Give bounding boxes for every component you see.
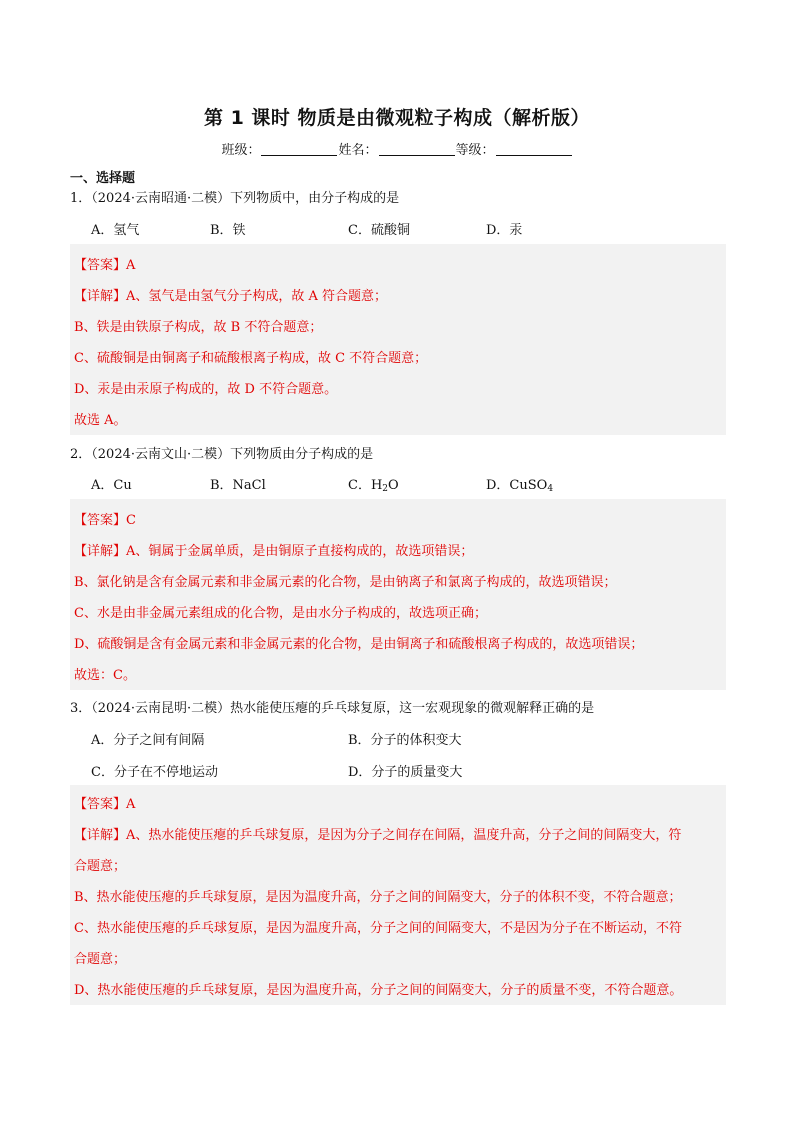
student-info-line <box>0 139 794 158</box>
question-3-stem: 3．（2024·云南昆明·二模）热水能使压瘪的乒乓球复原，这一宏观现象的微观解释正确的是 <box>70 701 595 716</box>
question-2-option-b: B．NaCl <box>210 478 266 493</box>
question-2-option-c: C．$H_2O$ <box>348 478 399 494</box>
question-2-analysis-line: 故选：C。 <box>74 668 136 683</box>
question-1-option-c: C．硫酸铜 <box>348 223 410 238</box>
question-1-option-b: B．铁 <box>210 223 246 238</box>
question-2-analysis-line: C、水是由非金属元素组成的化合物，是由水分子构成的，故选项正确； <box>74 606 487 621</box>
question-2-analysis-line: 【详解】A、铜属于金属单质，是由铜原子直接构成的，故选项错误； <box>74 544 474 559</box>
question-3-analysis-line: C、热水能使压瘪的乒乓球复原，是因为温度升高，分子之间的间隔变大，不是因为分子在不断运动，不符 <box>74 921 682 936</box>
question-3-option-c: C．分子在不停地运动 <box>91 765 218 780</box>
question-1-analysis-line: 故选 A。 <box>74 413 127 428</box>
question-3-analysis-line: 【详解】A、热水能使压瘪的乒乓球复原，是因为分子之间存在间隔，温度升高，分子之间的间隔变大，符 <box>74 828 682 843</box>
class-label: 班级： <box>221 143 261 158</box>
question-3-analysis-line: B、热水能使压瘪的乒乓球复原，是因为温度升高，分子之间的间隔变大，分子的体积不变，不符合题意； <box>74 890 682 905</box>
question-2-analysis-line: D、硫酸铜是含有金属元素和非金属元素的化合物，是由铜离子和硫酸根离子构成的，故选项错误； <box>74 637 644 652</box>
question-1-option-a: A．氢气 <box>91 223 140 238</box>
question-1-option-d: D．汞 <box>486 223 523 238</box>
question-3-analysis-line: D、热水能使压瘪的乒乓球复原，是因为温度升高，分子之间的间隔变大，分子的质量不变，不符合题意。 <box>74 983 683 998</box>
class-blank[interactable] <box>261 143 337 156</box>
section-heading: 一、选择题 <box>70 171 136 186</box>
question-2-stem: 2．（2024·云南文山·二模）下列物质由分子构成的是 <box>70 447 374 462</box>
question-2-answer: 【答案】C <box>74 513 136 528</box>
question-1-answer: 【答案】A <box>74 258 136 273</box>
question-2-analysis-line: B、氯化钠是含有金属元素和非金属元素的化合物，是由钠离子和氯离子构成的，故选项错误； <box>74 575 617 590</box>
question-1-analysis-line: B、铁是由铁原子构成，故 B 不符合题意； <box>74 320 323 335</box>
question-3-answer-box <box>70 785 726 1005</box>
grade-label: 等级： <box>455 143 495 158</box>
name-blank[interactable] <box>379 143 455 156</box>
question-3-option-d: D．分子的质量变大 <box>348 765 463 780</box>
question-1-analysis-line: C、硫酸铜是由铜离子和硫酸根离子构成，故 C 不符合题意； <box>74 351 428 366</box>
question-3-answer: 【答案】A <box>74 797 136 812</box>
question-3-analysis-line: 合题意； <box>74 859 127 874</box>
question-1-answer-box <box>70 244 726 435</box>
question-2-answer-box <box>70 499 726 690</box>
question-1-analysis-line: 【详解】A、氢气是由氢气分子构成，故 A 符合题意； <box>74 289 388 304</box>
question-1-analysis-line: D、汞是由汞原子构成的，故 D 不符合题意。 <box>74 382 338 397</box>
question-3-analysis-line: 合题意； <box>74 952 127 967</box>
question-2-option-d: D．CuSO$_4$ <box>486 478 554 494</box>
question-2-option-a: A．Cu <box>91 478 132 493</box>
name-label: 姓名： <box>338 143 378 158</box>
question-3-option-a: A．分子之间有间隔 <box>91 733 205 748</box>
grade-blank[interactable] <box>496 143 572 156</box>
question-1-stem: 1．（2024·云南昭通·二模）下列物质中，由分子构成的是 <box>70 191 400 206</box>
page-title: 第 1 课时 物质是由微观粒子构成（解析版） <box>203 107 591 129</box>
question-3-option-b: B．分子的体积变大 <box>348 733 462 748</box>
